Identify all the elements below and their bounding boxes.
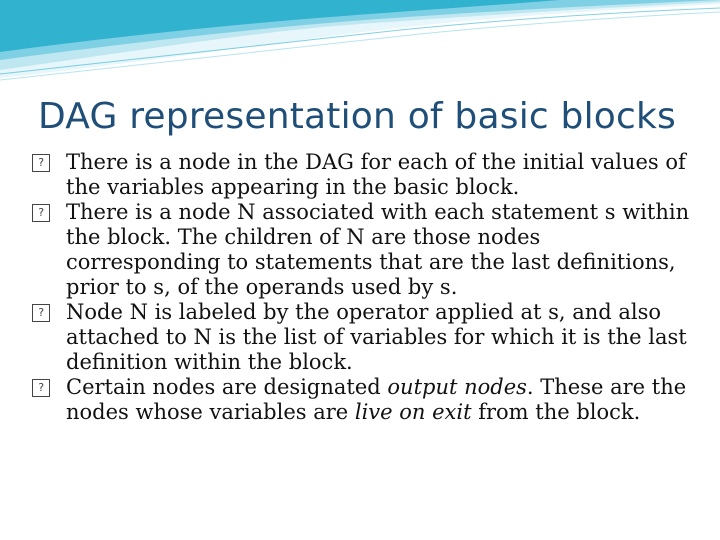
bullet-text: Node N is labeled by the operator applied at s, and also attached to N is the list of variables for which it is the last definition within the block. [66, 300, 687, 374]
emphasis-live-on-exit: live on exit [354, 400, 472, 424]
bullet-item [32, 150, 692, 200]
missing-glyph-icon: ? [32, 154, 50, 172]
emphasis-output-nodes: output nodes [387, 375, 527, 399]
bullet-item [32, 375, 692, 425]
missing-glyph-icon: ? [32, 204, 50, 222]
bullet-text: There is a node N associated with each statement s within the block. The children of N are those nodes corresponding to statements that are the last definitions, prior to s, of the operands used by s. [66, 200, 690, 299]
missing-glyph-icon: ? [32, 379, 50, 397]
bullet-text-part: from the block. [471, 400, 641, 424]
slide-title: DAG representation of basic blocks [38, 96, 677, 137]
bullet-text: There is a node in the DAG for each of the initial values of the variables appearing in the basic block. [66, 150, 686, 199]
bullet-item [32, 300, 692, 375]
bullet-item [32, 200, 692, 300]
bullet-list [32, 150, 692, 425]
bullet-text-part: . These are the nodes whose variables are [66, 375, 687, 424]
missing-glyph-icon: ? [32, 304, 50, 322]
bullet-text-part: Certain nodes are designated [66, 375, 388, 399]
bullet-text [66, 375, 686, 424]
